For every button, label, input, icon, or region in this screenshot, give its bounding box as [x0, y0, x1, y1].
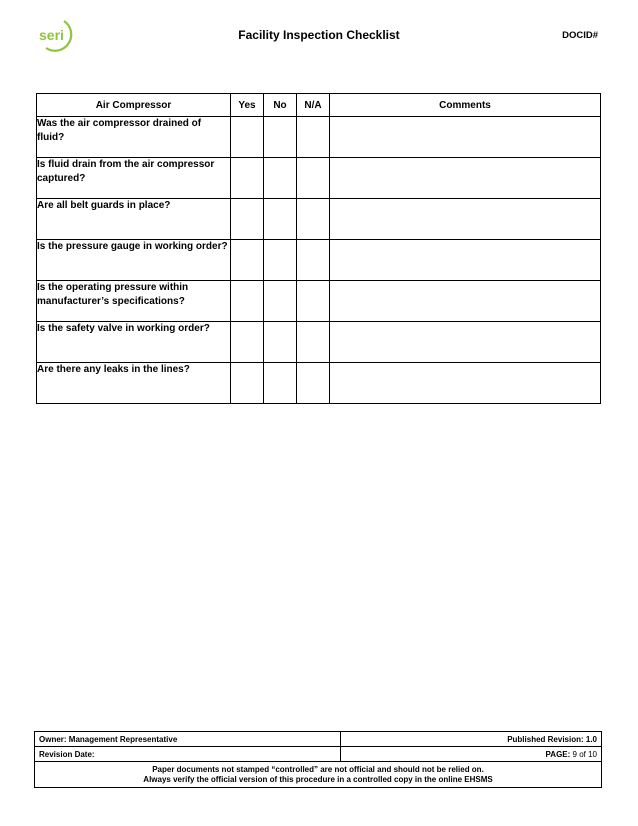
na-cell[interactable]: [297, 240, 330, 281]
na-cell[interactable]: [297, 158, 330, 199]
no-cell[interactable]: [264, 117, 297, 158]
yes-cell[interactable]: [231, 199, 264, 240]
question-cell: Are there any leaks in the lines?: [37, 363, 231, 404]
column-header-air-compressor: Air Compressor: [37, 94, 231, 117]
comments-cell[interactable]: [330, 199, 601, 240]
table-row: [37, 199, 601, 240]
table-header-row: [37, 94, 601, 117]
no-cell[interactable]: [264, 322, 297, 363]
question-cell: Are all belt guards in place?: [37, 199, 231, 240]
no-cell[interactable]: [264, 158, 297, 199]
no-cell[interactable]: [264, 240, 297, 281]
page-value: 9 of 10: [572, 749, 597, 759]
no-cell[interactable]: [264, 199, 297, 240]
question-cell: Is the operating pressure within manufacturer’s specifications?: [37, 281, 231, 322]
comments-cell[interactable]: [330, 117, 601, 158]
document-footer: [34, 731, 602, 788]
comments-cell[interactable]: [330, 240, 601, 281]
comments-cell[interactable]: [330, 281, 601, 322]
column-header-yes: Yes: [231, 94, 264, 117]
page-indicator: [341, 747, 602, 762]
na-cell[interactable]: [297, 117, 330, 158]
logo-text: seri: [39, 27, 64, 43]
table-row: [37, 322, 601, 363]
yes-cell[interactable]: [231, 363, 264, 404]
controlled-copy-note: [35, 762, 602, 788]
table-row: [37, 117, 601, 158]
question-cell: Is the safety valve in working order?: [37, 322, 231, 363]
table-row: [37, 281, 601, 322]
published-revision: Published Revision: 1.0: [341, 732, 602, 747]
question-cell: Is the pressure gauge in working order?: [37, 240, 231, 281]
na-cell[interactable]: [297, 322, 330, 363]
inspection-checklist-table: [36, 93, 601, 404]
yes-cell[interactable]: [231, 158, 264, 199]
column-header-na: N/A: [297, 94, 330, 117]
note-line-2: Always verify the official version of this procedure in a controlled copy in the online EHSMS: [143, 774, 493, 784]
doc-id: DOCID#: [562, 30, 598, 41]
note-line-1: Paper documents not stamped “controlled” are not official and should not be relied on.: [152, 765, 484, 774]
table-row: [37, 240, 601, 281]
na-cell[interactable]: [297, 199, 330, 240]
revision-date-label: Revision Date:: [35, 747, 341, 762]
no-cell[interactable]: [264, 281, 297, 322]
comments-cell[interactable]: [330, 322, 601, 363]
yes-cell[interactable]: [231, 240, 264, 281]
question-cell: Is fluid drain from the air compressor captured?: [37, 158, 231, 199]
na-cell[interactable]: [297, 281, 330, 322]
document-title: Facility Inspection Checklist: [238, 28, 400, 42]
column-header-no: No: [264, 94, 297, 117]
table-row: [37, 363, 601, 404]
question-cell: Was the air compressor drained of fluid?: [37, 117, 231, 158]
yes-cell[interactable]: [231, 281, 264, 322]
column-header-comments: Comments: [330, 94, 601, 117]
yes-cell[interactable]: [231, 322, 264, 363]
yes-cell[interactable]: [231, 117, 264, 158]
comments-cell[interactable]: [330, 363, 601, 404]
comments-cell[interactable]: [330, 158, 601, 199]
na-cell[interactable]: [297, 363, 330, 404]
owner-label: Owner: Management Representative: [35, 732, 341, 747]
page-label: PAGE:: [545, 749, 571, 759]
no-cell[interactable]: [264, 363, 297, 404]
table-row: [37, 158, 601, 199]
